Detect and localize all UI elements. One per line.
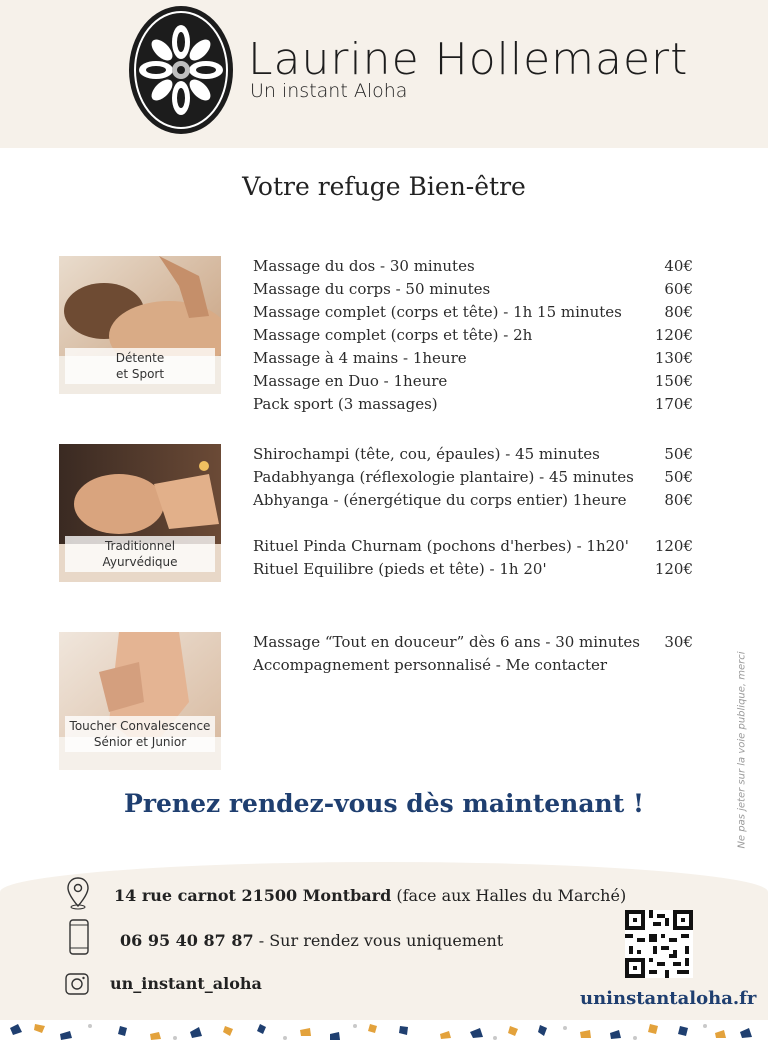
price-list-convalescence — [253, 633, 693, 679]
item-name: Massage du dos - 30 minutes — [253, 257, 475, 275]
list-item — [253, 560, 693, 583]
item-name: Rituel Equilibre (pieds et tête) - 1h 20' — [253, 560, 547, 578]
item-price: 130€ — [654, 349, 693, 367]
list-item — [253, 280, 693, 303]
item-price: 30€ — [664, 633, 693, 651]
photo-convalescence — [59, 632, 221, 770]
brand-name: Laurine Hollemaert — [248, 34, 689, 85]
booking-cta: Prenez rendez-vous dès maintenant ! — [124, 789, 644, 818]
item-price: 80€ — [664, 491, 693, 509]
photo-detente-sport — [59, 256, 221, 394]
price-list-detente — [253, 257, 693, 418]
page-title: Votre refuge Bien-être — [242, 172, 526, 201]
photo-label: Traditionnel Ayurvédique — [65, 536, 215, 572]
item-name: Accompagnement personnalisé - Me contacter — [253, 656, 608, 674]
list-item — [253, 326, 693, 349]
list-item — [253, 349, 693, 372]
price-list-ayurvedique — [253, 445, 693, 583]
item-price: 40€ — [664, 257, 693, 275]
item-price: 120€ — [654, 560, 693, 578]
list-item — [253, 537, 693, 560]
item-name: Pack sport (3 massages) — [253, 395, 438, 413]
item-name: Massage en Duo - 1heure — [253, 372, 448, 390]
item-price: 170€ — [654, 395, 693, 413]
item-name: Massage à 4 mains - 1heure — [253, 349, 467, 367]
item-name: Massage complet (corps et tête) - 2h — [253, 326, 533, 344]
item-price: 50€ — [664, 468, 693, 486]
location-pin-icon — [66, 876, 90, 910]
list-item — [253, 445, 693, 468]
list-item — [253, 303, 693, 326]
list-item — [253, 656, 693, 679]
instagram-handle: un_instant_aloha — [110, 974, 262, 993]
list-item — [253, 257, 693, 280]
item-name: Abhyanga - (énergétique du corps entier) 1heure — [253, 491, 627, 509]
item-name: Massage “Tout en douceur” dès 6 ans - 30 minutes — [253, 633, 640, 651]
item-price: 80€ — [664, 303, 693, 321]
photo-ayurvedique — [59, 444, 221, 582]
phone-icon — [68, 918, 90, 956]
item-price: 150€ — [654, 372, 693, 390]
flower-logo-icon — [126, 2, 236, 136]
terrazzo-pattern — [0, 1020, 768, 1044]
item-price: 50€ — [664, 445, 693, 463]
item-price: 120€ — [654, 537, 693, 555]
item-name: Padabhyanga (réflexologie plantaire) - 45 minutes — [253, 468, 634, 486]
list-item — [253, 491, 693, 514]
address: 14 rue carnot 21500 Montbard (face aux Halles du Marché) — [114, 886, 627, 905]
list-item — [253, 468, 693, 491]
header — [0, 0, 768, 148]
vertical-note: Ne pas jeter sur la voie publique, merci — [736, 651, 748, 849]
item-name: Shirochampi (tête, cou, épaules) - 45 minutes — [253, 445, 600, 463]
item-price: 60€ — [664, 280, 693, 298]
photo-label: Détente et Sport — [65, 348, 215, 384]
list-item — [253, 395, 693, 418]
photo-label: Toucher Convalescence Sénior et Junior — [65, 716, 215, 752]
item-name: Massage complet (corps et tête) - 1h 15 minutes — [253, 303, 622, 321]
list-item — [253, 633, 693, 656]
instagram-icon — [64, 972, 90, 996]
item-price: 120€ — [654, 326, 693, 344]
list-item — [253, 372, 693, 395]
item-name: Rituel Pinda Churnam (pochons d'herbes) - 1h20' — [253, 537, 629, 555]
brand-tagline: Un instant Aloha — [250, 80, 408, 102]
website-link[interactable]: uninstantaloha.fr — [580, 988, 757, 1009]
qr-code-icon — [625, 910, 693, 978]
phone: 06 95 40 87 87 - Sur rendez vous uniquement — [120, 931, 504, 950]
item-name: Massage du corps - 50 minutes — [253, 280, 491, 298]
